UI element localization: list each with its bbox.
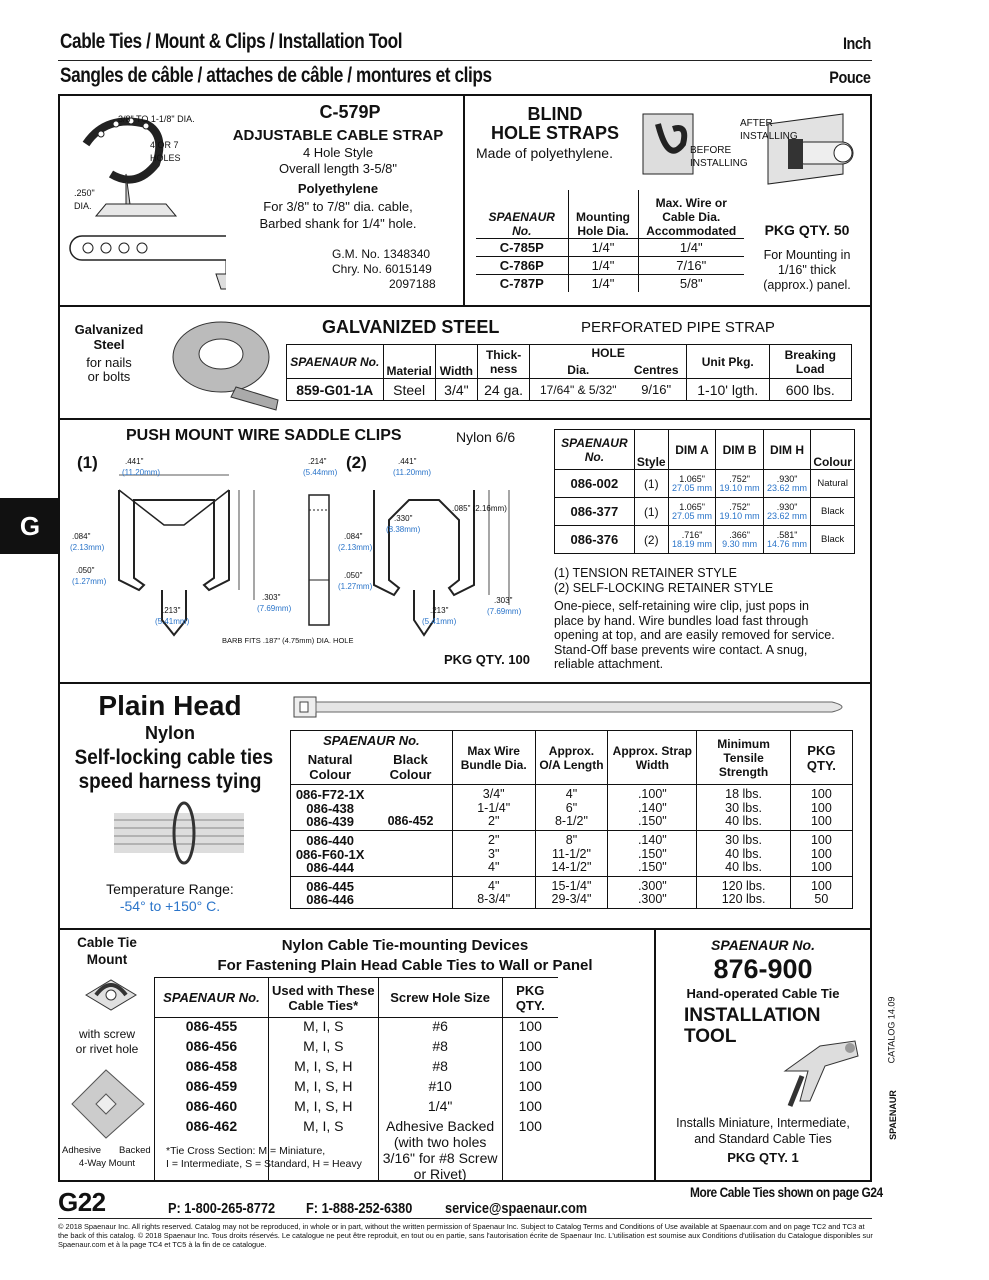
cable-tie-image: [292, 692, 854, 722]
table-row: 086-377 (1) 1.065" 27.05 mm .752" 19.10 mm .930" 23.62 mm Black: [555, 498, 855, 526]
table-row: 086-446 8-3/4" 29-3/4" .300" 120 lbs. 50: [306, 892, 829, 907]
mount-table: SPAENAUR No. Used with These Cable Ties* Screw Hole Size PKG QTY. 086-455 M, I, S #6 100 086-456 M, I, S #8 100 086-458 M, I, S, H #8 100 086-459 M, I, S, H #10 100 086-460 M, I, S, H 1/4" 100 086-462 M, I, S Adhesive Backed (with two holes 3/16" for #8 Screw or Rivet) 100: [154, 977, 558, 1182]
page-number: G22: [58, 1187, 106, 1217]
unit-label: Inch: [842, 34, 871, 53]
fax-number[interactable]: F: 1-888-252-6380: [306, 1200, 413, 1217]
section-tab[interactable]: G: [0, 498, 60, 554]
saddle-clip-table: SPAENAUR No. Style DIM A DIM B DIM H Colour 086-002 (1) 1.065" 27.05 mm .752" 19.10 mm .930" 23.62 mm Natural 086-377 (1) 1.065" 27.05 mm .752" 19.10 mm .930" 23.62 mm Black 086-376 (2) .716" 18.19 mm .366" 9.30 mm .581" 14.76 mm Black: [554, 429, 855, 554]
mount-image: [76, 970, 146, 1025]
table-row: 086-458 M, I, S, H #8 100: [155, 1058, 559, 1078]
table-row: C-787P 1/4" 5/8": [476, 274, 744, 292]
email-link[interactable]: service@spaenaur.com: [445, 1200, 588, 1217]
table-row: 086-459 M, I, S, H #10 100: [155, 1078, 559, 1098]
blind-strap-table: SPAENAUR No. Mounting Hole Dia. Max. Wire or Cable Dia. Accommodated C-785P 1/4" 1/4" C-786P 1/4" 7/16" C-787P 1/4" 5/8": [476, 190, 744, 292]
table-row: 086-F60-1X 3" 11-1/2" .150" 40 lbs. 100: [295, 846, 832, 862]
pipe-strap-roll-image: [166, 312, 284, 412]
installation-tool-image: [780, 1026, 862, 1108]
phone-number[interactable]: P: 1-800-265-8772: [168, 1200, 276, 1217]
legal-notice: © 2018 Spaenaur Inc. All rights reserved. Catalog may not be reproduced, in whole or in part, without the written permission of Spaenaur Inc. Subject to Catalog Terms and Conditions of Use available at Spaenaur.com and on page TC2 and TC3 at the back of this catalog. © 2018 Spaenaur Inc. Tous droits réservés. Le catalogue ne peut être reproduit, en tout ou en partie, sans l'autorisation écrite de Spaenaur Inc. L'utilisation est soumise aux Conditions d'utilisation du Catalogue disponibles sur Spaenaur.com et à la page TC4 et TC5 à la fin de ce catalogue.: [58, 1222, 873, 1249]
table-row: 086-F72-1X 3/4" 4" .100" 18 lbs. 100: [291, 785, 853, 802]
tool-code: 876-900: [713, 954, 813, 984]
c579p-code: C-579P: [319, 102, 381, 122]
pipe-strap-table: SPAENAUR No. Material Width Thick- ness HOLE Unit Pkg. Breaking Load Dia. Centres 859-G01-1A Steel 3/4" 24 ga. 17/64" & 5/32" 9/16" 1-10' lgth. 600 lbs.: [286, 344, 852, 401]
catalog-version: CATALOG 14.09: [886, 996, 897, 1064]
page-title-fr: Sangles de câble / attaches de câble / montures et clips: [60, 64, 492, 87]
table-row: 086-444 4" 14-1/2" .150" 40 lbs. 100: [291, 861, 853, 877]
table-row: 086-455 M, I, S #6 100: [155, 1018, 559, 1038]
table-row: 086-376 (2) .716" 18.19 mm .366" 9.30 mm .581" 14.76 mm Black: [555, 526, 855, 554]
table-row: 086-002 (1) 1.065" 27.05 mm .752" 19.10 mm .930" 23.62 mm Natural: [555, 470, 855, 498]
page-title: Cable Ties / Mount & Clips / Installation Tool: [60, 30, 403, 53]
table-row: 086-439 086-452 2" 8-1/2" .150" 40 lbs. 100: [291, 815, 853, 831]
c579p-name: ADJUSTABLE CABLE STRAP: [232, 127, 444, 144]
saddle-clip-diagram: [64, 460, 544, 660]
cable-tie-bundle-image: [114, 798, 244, 876]
table-row: 086-445 4" 15-1/4" .300" 120 lbs. 100: [291, 877, 853, 894]
brand-mark: SPAENAUR: [887, 1090, 898, 1140]
adhesive-mount-image: [66, 1064, 150, 1144]
table-row: 086-462 M, I, S Adhesive Backed (with two holes 3/16" for #8 Screw or Rivet) 100: [155, 1118, 559, 1182]
more-link[interactable]: More Cable Ties shown on page G24: [690, 1184, 883, 1200]
plain-head-rows: [291, 785, 853, 909]
table-row: 859-G01-1A Steel 3/4" 24 ga. 17/64" & 5/32" 9/16" 1-10' lgth. 600 lbs.: [287, 379, 852, 401]
saddle-description: One-piece, self-retaining wire clip, just pops in place by hand. Wire bundles load fast through opening at top, and are easily removed for service. Stand-Off base prevents wire contact. A snug, reliable attachment.: [554, 599, 835, 671]
table-row: 086-460 M, I, S, H 1/4" 100: [155, 1098, 559, 1118]
table-row: 086-440 2" 8" .140" 30 lbs. 100: [291, 831, 853, 848]
table-row: C-785P 1/4" 1/4": [476, 238, 744, 256]
header-divider: [58, 60, 872, 61]
table-row: 086-456 M, I, S #8 100: [155, 1038, 559, 1058]
plain-head-table: SPAENAUR No. Max Wire Bundle Dia. Approx. O/A Length Approx. Strap Width Minimum Tensile Strength PKG QTY. Natural Colour Black Colour 086-F72-1X 3/4" 4" .100" 18 lbs. 100 086-438 1-1/4" 6" .140" 30 lbs. 100 086-439 086-452 2" 8-1/2" .150" 40 lbs. 100 086-440 2" 8" .140" 30 lbs. 100 086-F60-1X 3" 11-1/2" .150" 40 lbs. 100 086-444 4" 14-1/2" .150" 40 lbs. 100 086-445 4" 15-1/4" .300" 120 lbs. 100 086-446 8-3/4" 29-3/4" .300" 120 lbs. 50: [290, 730, 853, 909]
table-row: C-786P 1/4" 7/16": [476, 256, 744, 274]
unit-label-fr: Pouce: [829, 68, 871, 87]
table-row: 086-438 1-1/4" 6" .140" 30 lbs. 100: [306, 800, 832, 816]
